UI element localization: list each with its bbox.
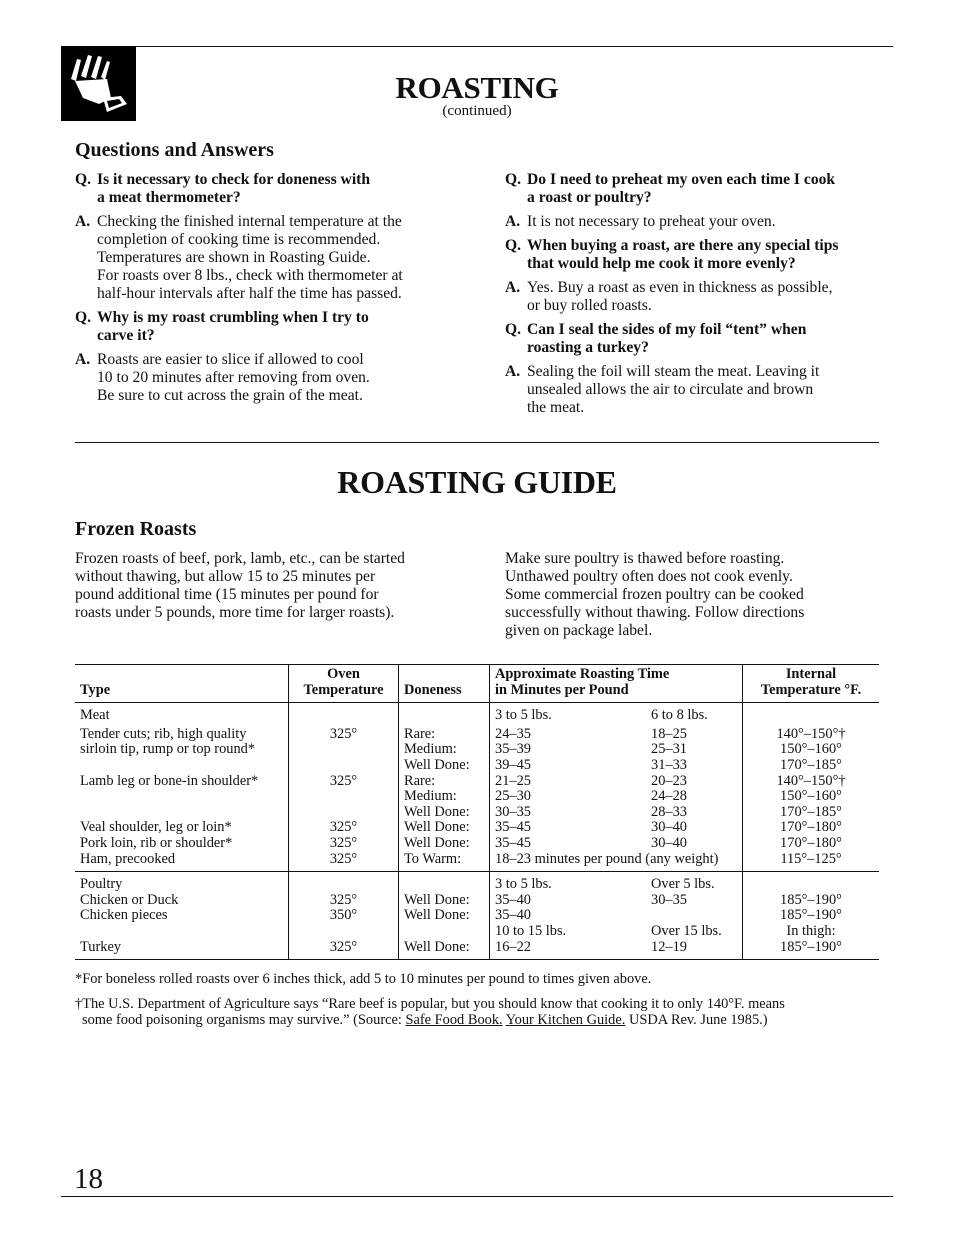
row-time-a: 35–39 <box>490 742 647 758</box>
poultry-label: Poultry <box>80 876 123 893</box>
answer <box>505 213 895 231</box>
qa-tag: Q. <box>505 321 522 338</box>
row-oven: 325° <box>289 820 399 836</box>
row-time-a: 16–22 <box>490 940 647 960</box>
poultry-section <box>75 872 879 960</box>
row-oven <box>289 742 399 758</box>
row-type: Pork loin, rib or shoulder* <box>80 834 233 851</box>
row-type <box>75 789 289 805</box>
footnote-star: *For boneless rolled roasts over 6 inches thick, add 5 to 10 minutes per pound to times given above. <box>75 971 652 987</box>
row-doneness: Medium: <box>399 742 490 758</box>
qa-tag: A. <box>505 363 521 380</box>
turkey-weight-b: Over 15 lbs. <box>651 922 722 939</box>
meat-label: Meat <box>80 707 110 724</box>
qa-right-column <box>505 171 895 423</box>
table-row <box>75 742 879 758</box>
qa-text: Sealing the foil will steam the meat. Leaving it unsealed allows the air to circulate and brown the meat. <box>527 363 820 416</box>
question <box>505 321 895 357</box>
top-rule <box>61 46 893 47</box>
row-doneness: Well Done: <box>399 805 490 821</box>
footnote-dagger-line2 <box>75 1012 895 1028</box>
row-type: Lamb leg or bone-in shoulder* <box>80 772 259 789</box>
frozen-roasts-heading: Frozen Roasts <box>75 518 197 540</box>
bottom-rule <box>61 1196 893 1197</box>
row-type: Chicken pieces <box>80 907 168 924</box>
page-number: 18 <box>74 1163 103 1195</box>
qa-text: Roasts are easier to slice if allowed to cool 10 to 20 minutes after removing from oven. Be sure to cut across the grain of the meat. <box>97 351 370 404</box>
table-row <box>75 852 879 872</box>
page-title: ROASTING <box>395 70 559 105</box>
table-row <box>75 789 879 805</box>
table-row <box>75 836 879 852</box>
qa-tag: A. <box>505 213 521 230</box>
row-oven: 325° <box>289 836 399 852</box>
row-internal-temp: 185°–190° <box>743 893 880 909</box>
table-row <box>75 774 879 790</box>
row-doneness: Medium: <box>399 789 490 805</box>
row-time-a: 24–35 <box>490 727 647 743</box>
qa-tag: A. <box>75 213 91 230</box>
row-doneness: Well Done: <box>399 940 490 960</box>
table-row <box>75 908 879 924</box>
row-time-b: 28–33 <box>651 803 687 820</box>
row-oven: 325° <box>289 852 399 872</box>
row-internal-temp: 170°–185° <box>743 758 880 774</box>
meat-section <box>75 703 879 872</box>
source-your-kitchen-guide: Your Kitchen Guide. <box>505 1012 626 1028</box>
row-time-b <box>646 908 743 924</box>
row-internal-temp: 185°–190° <box>743 908 880 924</box>
qa-tag: A. <box>505 279 521 296</box>
qa-tag: A. <box>75 351 91 368</box>
header-internal-temperature: Internal Temperature °F. <box>743 665 880 703</box>
row-time-b: 31–33 <box>651 756 687 773</box>
row-internal-temp: 150°–160° <box>743 789 880 805</box>
row-oven: 325° <box>289 774 399 790</box>
frozen-roasts-right-text: Make sure poultry is thawed before roasting. Unthawed poultry often does not cook evenly. Some commercial frozen poultry can be cooked successfully without thawing. Follow directions given on package label. <box>505 550 805 639</box>
meat-weight-b: 6 to 8 lbs. <box>651 707 708 724</box>
row-type <box>75 758 289 774</box>
qa-text: Yes. Buy a roast as even in thickness as possible, or buy rolled roasts. <box>527 279 833 314</box>
row-time-a: 35–45 <box>490 820 647 836</box>
qa-tag: Q. <box>75 171 92 188</box>
header-doneness: Doneness <box>399 665 490 703</box>
answer <box>75 351 475 405</box>
footnote-text: some food poisoning organisms may survive.” (Source: <box>82 1012 406 1028</box>
row-type <box>75 805 289 821</box>
meat-weight-a: 3 to 5 lbs. <box>490 703 647 727</box>
row-time-a: 35–45 <box>490 836 647 852</box>
poultry-weight-a: 3 to 5 lbs. <box>490 872 647 893</box>
table-row <box>75 758 879 774</box>
header-oven-temperature: Oven Temperature <box>289 665 399 703</box>
row-time-a: 35–40 <box>490 908 647 924</box>
answer <box>505 363 895 417</box>
row-time-a: 39–45 <box>490 758 647 774</box>
turkey-weight-a: 10 to 15 lbs. <box>490 924 647 940</box>
qa-heading: Questions and Answers <box>75 139 274 161</box>
row-time-b: 30–35 <box>651 891 687 908</box>
table-row <box>75 805 879 821</box>
row-oven: 325° <box>289 940 399 960</box>
table-row <box>75 940 879 960</box>
qa-text: Do I need to preheat my oven each time I cook a roast or poultry? <box>527 171 836 206</box>
row-type: sirloin tip, rump or top round* <box>80 741 256 758</box>
row-type: Ham, precooked <box>80 850 176 867</box>
row-time-b: 24–28 <box>651 788 687 805</box>
qa-text: Is it necessary to check for doneness with a meat thermometer? <box>97 171 371 206</box>
row-oven <box>289 805 399 821</box>
header-roasting-time: Approximate Roasting Time in Minutes per Pound <box>490 665 743 703</box>
section-divider <box>75 442 879 443</box>
row-time-b: 30–40 <box>651 819 687 836</box>
row-time-a: 25–30 <box>490 789 647 805</box>
row-internal-temp: 140°–150°† <box>743 727 880 743</box>
table-header-row <box>75 665 879 703</box>
table-row <box>75 893 879 909</box>
row-internal-temp: 150°–160° <box>743 742 880 758</box>
row-type: Tender cuts; rib, high quality <box>80 725 247 742</box>
row-doneness: Well Done: <box>399 908 490 924</box>
answer <box>75 213 475 303</box>
table-row <box>75 727 879 743</box>
row-type: Veal shoulder, leg or loin* <box>80 819 232 836</box>
row-time-a: 21–25 <box>490 774 647 790</box>
qa-text: Why is my roast crumbling when I try to carve it? <box>97 309 369 344</box>
in-thigh-label: In thigh: <box>743 924 880 940</box>
roasting-guide-table <box>75 664 879 960</box>
table-row <box>75 703 879 727</box>
table-row <box>75 924 879 940</box>
source-safe-food-book: Safe Food Book. <box>405 1012 503 1028</box>
footnote-text: USDA Rev. June 1985.) <box>625 1012 768 1028</box>
qa-tag: Q. <box>505 237 522 254</box>
qa-left-column <box>75 171 475 411</box>
footnote-dagger-line1: †The U.S. Department of Agriculture says “Rare beef is popular, but you should know that cooking it to only 140°F. means <box>75 996 785 1012</box>
row-oven <box>289 789 399 805</box>
frozen-roasts-left-text: Frozen roasts of beef, pork, lamb, etc., can be started without thawing, but allow 15 to 25 minutes per pound additional time (15 minutes per pound for roasts under 5 pounds, more time for larger roasts). <box>75 550 405 621</box>
row-oven: 350° <box>289 908 399 924</box>
question <box>75 171 475 207</box>
row-oven <box>289 758 399 774</box>
row-time-a: 35–40 <box>490 893 647 909</box>
poultry-weight-b: Over 5 lbs. <box>651 876 715 893</box>
qa-text: Checking the finished internal temperature at the completion of cooking time is recommended. Temperatures are shown in Roasting Guide. For roasts over 8 lbs., check with thermometer at half-hour intervals after half the time has passed. <box>97 213 403 302</box>
qa-tag: Q. <box>75 309 92 326</box>
question <box>75 309 475 345</box>
footnote-dagger <box>75 996 895 1028</box>
row-time-b: 12–19 <box>651 938 687 955</box>
row-doneness: Rare: <box>399 774 490 790</box>
row-oven: 325° <box>289 727 399 743</box>
row-type: Chicken or Duck <box>80 891 179 908</box>
row-time-b: 30–40 <box>651 834 687 851</box>
qa-text: Can I seal the sides of my foil “tent” when roasting a turkey? <box>527 321 807 356</box>
qa-tag: Q. <box>505 171 522 188</box>
question <box>505 171 895 207</box>
row-oven: 325° <box>289 893 399 909</box>
roasting-guide-title: ROASTING GUIDE <box>337 464 617 500</box>
row-internal-temp: 170°–180° <box>743 820 880 836</box>
table-row <box>75 820 879 836</box>
row-time-a: 18–23 minutes per pound (any weight) <box>490 852 743 872</box>
row-doneness: To Warm: <box>399 852 490 872</box>
row-internal-temp: 115°–125° <box>743 852 880 872</box>
page-subtitle: (continued) <box>442 103 512 119</box>
answer <box>505 279 895 315</box>
question <box>505 237 895 273</box>
header-type: Type <box>75 665 289 703</box>
row-internal-temp: 170°–185° <box>743 805 880 821</box>
qa-text: When buying a roast, are there any special tips that would help me cook it more evenly? <box>527 237 839 272</box>
row-time-b: 25–31 <box>651 741 687 758</box>
row-doneness: Well Done: <box>399 758 490 774</box>
row-doneness: Well Done: <box>399 820 490 836</box>
row-doneness: Rare: <box>399 727 490 743</box>
row-time-a: 30–35 <box>490 805 647 821</box>
table-row <box>75 872 879 893</box>
qa-text: It is not necessary to preheat your oven. <box>527 213 776 230</box>
row-doneness: Well Done: <box>399 893 490 909</box>
row-doneness: Well Done: <box>399 836 490 852</box>
row-internal-temp: 185°–190° <box>743 940 880 960</box>
row-type: Turkey <box>80 938 122 955</box>
row-internal-temp: 140°–150°† <box>743 774 880 790</box>
row-time-b: 18–25 <box>651 725 687 742</box>
row-internal-temp: 170°–180° <box>743 836 880 852</box>
row-time-b: 20–23 <box>651 772 687 789</box>
